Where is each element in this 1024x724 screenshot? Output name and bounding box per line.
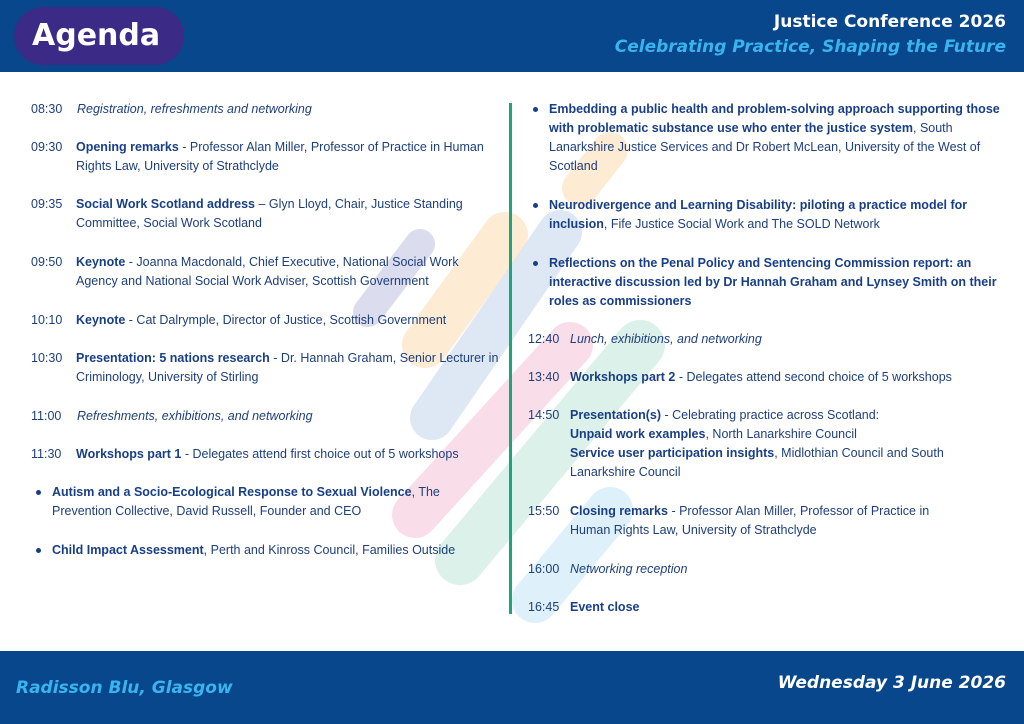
workshop-detail: , Perth and Kinross Council, Families Outside <box>203 543 456 557</box>
item-time: 12:40 <box>528 332 560 346</box>
item-time: 08:30 <box>31 102 63 116</box>
item-detail: - Professor Alan Miller, Professor of Practice in Human Rights Law, University of Strathclyde <box>76 140 484 173</box>
bullet-dot <box>533 261 538 266</box>
venue-label: Radisson Blu, Glasgow <box>16 678 233 698</box>
workshop-text <box>52 483 472 521</box>
item-detail: - Dr. Hannah Graham, Senior Lecturer in Criminology, University of Stirling <box>76 351 499 384</box>
workshop-title: Neurodivergence and Learning Disability: piloting a practice model for inclusion <box>549 198 968 231</box>
agenda-item-1645 <box>528 598 998 618</box>
agenda-item-0930 <box>31 138 501 178</box>
workshop-title: Child Impact Assessment <box>52 543 204 557</box>
item-text <box>570 502 955 540</box>
item-title: Keynote <box>76 255 126 269</box>
workshop-text <box>52 541 492 560</box>
item-detail: - Cat Dalrymple, Director of Justice, Scottish Government <box>125 313 447 327</box>
item-text <box>76 195 501 233</box>
footer-bar <box>0 651 1024 724</box>
workshop-text <box>549 100 1001 176</box>
agenda-item-0830 <box>31 100 501 120</box>
item-text <box>76 138 501 176</box>
item-text: Registration, refreshments and networking <box>77 102 312 116</box>
item-title: Closing remarks <box>570 504 668 518</box>
agenda-pill: Agenda <box>14 7 184 65</box>
workshop-title: Embedding a public health and problem-solving approach supporting those with problematic substance use who enter the justice system <box>549 102 1000 135</box>
item-detail: - Delegates attend second choice of 5 workshops <box>675 370 952 384</box>
workshop-detail: , South Lanarkshire Justice Services and Dr Robert McLean, University of the West of Scotland <box>549 121 981 173</box>
item-time: 16:00 <box>528 562 560 576</box>
item-title: Keynote <box>76 313 126 327</box>
item-title: Presentation(s) <box>570 408 661 422</box>
item-title: Workshops part 2 <box>570 370 676 384</box>
agenda-item-1010 <box>31 311 501 331</box>
agenda-item-1030 <box>31 349 501 389</box>
item-time: 09:35 <box>31 197 63 211</box>
conference-title: Justice Conference 2026 <box>773 12 1006 32</box>
workshop-text <box>549 196 1001 234</box>
workshop-bullet-5 <box>533 254 1003 314</box>
bullet-dot <box>533 203 538 208</box>
item-text <box>76 445 506 464</box>
item-text: Refreshments, exhibitions, and networking <box>77 409 313 423</box>
agenda-item-0950 <box>31 253 501 293</box>
conference-subtitle: Celebrating Practice, Shaping the Future <box>614 37 1006 57</box>
workshop-bullet-4 <box>533 196 1003 236</box>
agenda-item-1600 <box>528 560 998 580</box>
item-time: 16:45 <box>528 600 560 614</box>
item-title: Workshops part 1 <box>76 447 182 461</box>
header-bar <box>0 0 1024 72</box>
agenda-item-1450 <box>528 406 998 486</box>
sub-item-title: Unpaid work examples <box>570 427 706 441</box>
column-divider <box>509 103 512 614</box>
bullet-dot <box>36 490 41 495</box>
workshop-bullet-1 <box>36 483 476 523</box>
item-time: 11:00 <box>31 409 62 423</box>
item-detail: - Celebrating practice across Scotland: <box>661 408 880 422</box>
agenda-item-1240 <box>528 330 998 350</box>
agenda-item-0935 <box>31 195 501 235</box>
item-detail: - Delegates attend first choice out of 5 workshops <box>181 447 459 461</box>
bullet-dot <box>533 107 538 112</box>
item-time: 11:30 <box>31 447 62 461</box>
item-detail: - Professor Alan Miller, Professor of Practice in Human Rights Law, University of Strathclyde <box>570 504 930 537</box>
item-text <box>570 368 995 387</box>
workshop-detail: , Fife Justice Social Work and The SOLD Network <box>603 217 880 231</box>
item-time: 09:50 <box>31 255 63 269</box>
workshop-title: Autism and a Socio-Ecological Response to Sexual Violence <box>52 485 412 499</box>
workshop-detail: , The Prevention Collective, David Russell, Founder and CEO <box>52 485 440 518</box>
item-time: 10:30 <box>31 351 63 365</box>
item-time: 09:30 <box>31 140 63 154</box>
event-date: Wednesday 3 June 2026 <box>777 673 1006 693</box>
agenda-item-1340 <box>528 368 998 388</box>
workshop-title: Reflections on the Penal Policy and Sentencing Commission report: an interactive discussion led by Dr Hannah Graham and Lynsey Smith on their roles as commissioners <box>549 256 997 308</box>
agenda-item-1100 <box>31 407 501 427</box>
item-title: Event close <box>570 600 640 614</box>
item-text <box>76 311 501 330</box>
agenda-item-1550 <box>528 502 998 542</box>
item-title: Social Work Scotland address <box>76 197 255 211</box>
item-time: 13:40 <box>528 370 560 384</box>
item-text <box>76 253 501 291</box>
workshop-bullet-2 <box>36 541 496 561</box>
item-text: Lunch, exhibitions, and networking <box>570 332 762 346</box>
item-time: 10:10 <box>31 313 63 327</box>
item-text <box>76 349 501 387</box>
item-title: Opening remarks <box>76 140 179 154</box>
sub-item-detail: , North Lanarkshire Council <box>705 427 857 441</box>
item-title: Presentation: 5 nations research <box>76 351 270 365</box>
item-text <box>570 406 990 482</box>
sub-item-detail: , Midlothian Council and South Lanarkshire Council <box>570 446 944 479</box>
item-detail: – Glyn Lloyd, Chair, Justice Standing Committee, Social Work Scotland <box>76 197 463 230</box>
agenda-item-1130 <box>31 445 506 465</box>
sub-item-title: Service user participation insights <box>570 446 775 460</box>
item-time: 15:50 <box>528 504 560 518</box>
item-detail: - Joanna Macdonald, Chief Executive, National Social Work Agency and National Social Work Adviser, Scottish Government <box>76 255 459 288</box>
bullet-dot <box>36 548 41 553</box>
item-text: Networking reception <box>570 562 688 576</box>
workshop-bullet-3 <box>533 100 1003 180</box>
item-time: 14:50 <box>528 408 560 422</box>
